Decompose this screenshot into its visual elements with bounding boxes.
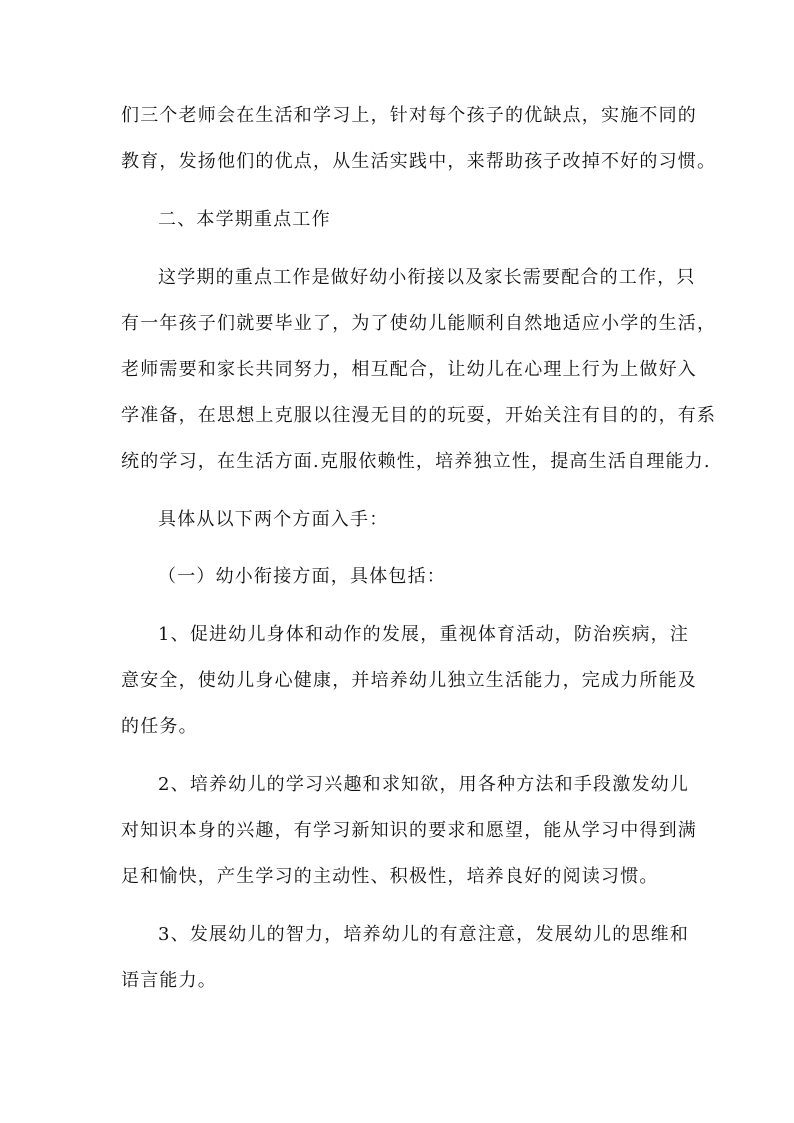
paragraph-line: 对知识本身的兴趣，有学习新知识的要求和愿望，能从学习中得到满 [121, 820, 697, 841]
paragraph-line: 老师需要和家长共同努力，相互配合，让幼儿在心理上行为上做好入 [121, 359, 697, 380]
paragraph-line: 2、培养幼儿的学习兴趣和求知欲，用各种方法和手段激发幼儿 [158, 774, 690, 795]
section-heading-text: 二、本学期重点工作 [158, 209, 331, 230]
paragraph-line: 语言能力。 [121, 970, 217, 991]
paragraph-line: 具体从以下两个方面入手： [158, 509, 389, 530]
paragraph-line: 3、发展幼儿的智力，培养幼儿的有意注意，发展幼儿的思维和 [158, 924, 690, 945]
paragraph-line: 这学期的重点工作是做好幼小衔接以及家长需要配合的工作，只 [158, 267, 696, 288]
subheading-text: （一）幼小衔接方面，具体包括： [158, 566, 446, 587]
paragraph-line: 意安全，使幼儿身心健康，并培养幼儿独立生活能力，完成力所能及 [121, 670, 697, 691]
paragraph-line: 教育，发扬他们的优点，从生活实践中，来帮助孩子改掉不好的习惯。 [121, 151, 717, 172]
paragraph-line: 有一年孩子们就要毕业了，为了使幼儿能顺利自然地适应小学的生活， [121, 313, 717, 334]
paragraph-line: 们三个老师会在生活和学习上，针对每个孩子的优缺点，实施不同的 [121, 105, 697, 126]
paragraph-line: 的任务。 [121, 716, 198, 737]
paragraph-line: 统的学习，在生活方面.克服依赖性，培养独立性，提高生活自理能力. [121, 451, 711, 472]
paragraph-line: 1、促进幼儿身体和动作的发展，重视体育活动，防治疾病，注 [158, 624, 690, 645]
paragraph-line: 学准备，在思想上克服以往漫无目的的玩耍，开始关注有目的的，有系 [121, 405, 717, 426]
paragraph-line: 足和愉快，产生学习的主动性、积极性，培养良好的阅读习惯。 [121, 866, 659, 887]
